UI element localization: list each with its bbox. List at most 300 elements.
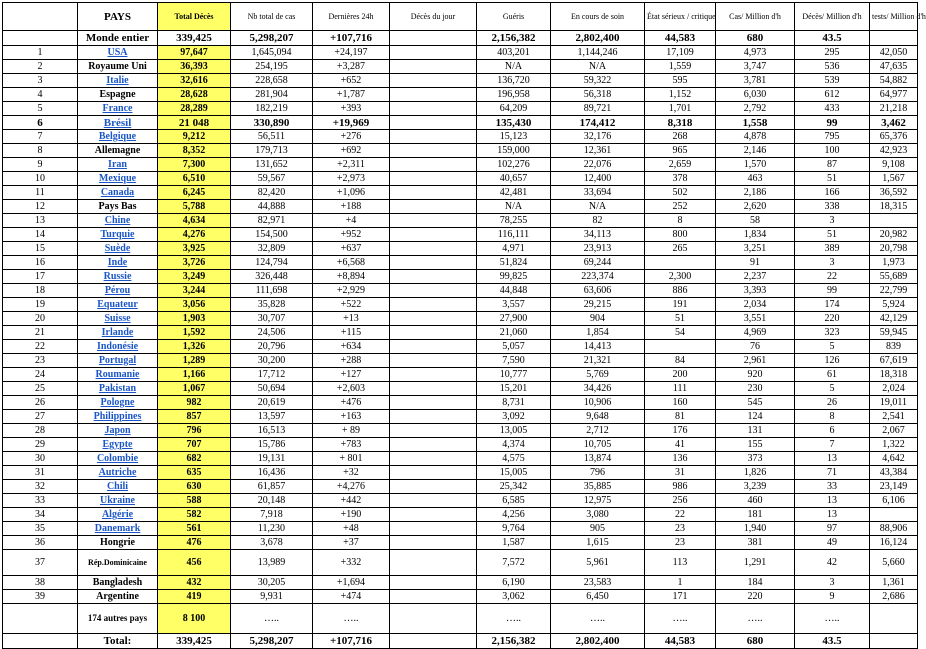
- cell-deaths-today: [390, 242, 477, 256]
- country-link[interactable]: Suisse: [104, 313, 131, 324]
- table-row: [3, 576, 918, 590]
- country-link[interactable]: Algérie: [101, 509, 134, 520]
- cell-deaths-per-m: 99: [795, 284, 870, 298]
- cell-deaths-today: [390, 522, 477, 536]
- others-cases: …..: [231, 604, 313, 634]
- cell-cases: 11,230: [231, 522, 313, 536]
- country-link[interactable]: Turquie: [100, 229, 135, 240]
- cell-deaths-per-m: 3: [795, 256, 870, 270]
- cell-active: 21,321: [551, 354, 645, 368]
- country-link[interactable]: Equateur: [97, 299, 138, 310]
- cell-deaths: 1,166: [158, 368, 231, 382]
- country-link[interactable]: France: [102, 103, 133, 114]
- cell-recovered: 40,657: [477, 172, 551, 186]
- cell-name: Espagne: [78, 88, 158, 102]
- cell-recovered: 21,060: [477, 326, 551, 340]
- cell-deaths-per-m: 126: [795, 354, 870, 368]
- cell-cases-per-m: 3,239: [716, 480, 795, 494]
- cell-last24: +476: [313, 396, 390, 410]
- cell-tests-per-m: 21,218: [870, 102, 918, 116]
- cell-recovered: 99,825: [477, 270, 551, 284]
- cell-deaths-today: [390, 466, 477, 480]
- table-row: [3, 466, 918, 480]
- cell-name: [78, 466, 158, 480]
- cell-last24: +474: [313, 590, 390, 604]
- cell-cases: 17,712: [231, 368, 313, 382]
- cell-cases: 20,148: [231, 494, 313, 508]
- cell-cases: 281,904: [231, 88, 313, 102]
- country-link[interactable]: Brésil: [103, 116, 132, 129]
- country-link[interactable]: Philippines: [93, 411, 142, 422]
- world-rank: [3, 31, 78, 46]
- country-link[interactable]: Danemark: [94, 523, 141, 534]
- cell-deaths-today: [390, 424, 477, 438]
- cell-rank: 22: [3, 340, 78, 354]
- country-link[interactable]: Pologne: [100, 397, 135, 408]
- country-link[interactable]: Iran: [108, 159, 127, 170]
- cell-rank: 31: [3, 466, 78, 480]
- cell-tests-per-m: 839: [870, 340, 918, 354]
- cell-tests-per-m: 88,906: [870, 522, 918, 536]
- country-link[interactable]: Mexique: [98, 173, 137, 184]
- total-tests-per-m: [870, 634, 918, 649]
- cell-deaths-per-m: 26: [795, 396, 870, 410]
- country-link[interactable]: Ukraine: [100, 495, 135, 506]
- country-link[interactable]: Roumanie: [95, 369, 140, 380]
- cell-deaths-today: [390, 60, 477, 74]
- cell-cases-per-m: 76: [716, 340, 795, 354]
- cell-name: [78, 452, 158, 466]
- cell-cases: 82,420: [231, 186, 313, 200]
- world-deaths-today: [390, 31, 477, 46]
- cell-deaths: 6,510: [158, 172, 231, 186]
- cell-deaths: 28,289: [158, 102, 231, 116]
- cell-deaths-per-m: 33: [795, 480, 870, 494]
- cell-recovered: 25,342: [477, 480, 551, 494]
- cell-active: 904: [551, 312, 645, 326]
- cell-deaths-today: [390, 186, 477, 200]
- table-row: [3, 340, 918, 354]
- table-row: [3, 508, 918, 522]
- cell-active: 12,361: [551, 144, 645, 158]
- cell-recovered: 4,971: [477, 242, 551, 256]
- country-link[interactable]: Autriche: [98, 467, 137, 478]
- cell-recovered: 15,201: [477, 382, 551, 396]
- cell-rank: 13: [3, 214, 78, 228]
- table-row: [3, 228, 918, 242]
- cell-deaths: 432: [158, 576, 231, 590]
- cell-cases: 111,698: [231, 284, 313, 298]
- cell-cases: 124,794: [231, 256, 313, 270]
- cell-cases: 20,796: [231, 340, 313, 354]
- cell-cases-per-m: 230: [716, 382, 795, 396]
- cell-rank: 3: [3, 74, 78, 88]
- cell-rank: 2: [3, 60, 78, 74]
- cell-cases: 35,828: [231, 298, 313, 312]
- cell-deaths: 456: [158, 550, 231, 576]
- header-etat-critique: État sérieux / critique: [645, 3, 716, 31]
- table-row: [3, 382, 918, 396]
- cell-critical: 171: [645, 590, 716, 604]
- cell-rank: 16: [3, 256, 78, 270]
- cell-deaths-per-m: 536: [795, 60, 870, 74]
- cell-cases-per-m: 1,558: [716, 116, 795, 130]
- cell-critical: 113: [645, 550, 716, 576]
- cell-deaths-per-m: 51: [795, 228, 870, 242]
- cell-deaths-per-m: 6: [795, 424, 870, 438]
- cell-critical: 51: [645, 312, 716, 326]
- cell-deaths-today: [390, 284, 477, 298]
- cell-deaths-today: [390, 354, 477, 368]
- cell-cases-per-m: 184: [716, 576, 795, 590]
- cell-tests-per-m: 55,689: [870, 270, 918, 284]
- cell-deaths: 7,300: [158, 158, 231, 172]
- cell-name: [78, 480, 158, 494]
- cell-critical: 595: [645, 74, 716, 88]
- cell-deaths-per-m: 795: [795, 130, 870, 144]
- cell-deaths-today: [390, 144, 477, 158]
- cell-last24: + 89: [313, 424, 390, 438]
- cell-rank: 36: [3, 536, 78, 550]
- cell-recovered: 4,374: [477, 438, 551, 452]
- cell-recovered: N/A: [477, 60, 551, 74]
- table-row: [3, 494, 918, 508]
- country-link[interactable]: Pakistan: [98, 383, 137, 394]
- country-link[interactable]: Colombie: [96, 453, 139, 464]
- others-deaths: 8 100: [158, 604, 231, 634]
- cell-last24: +393: [313, 102, 390, 116]
- country-link[interactable]: Egypte: [102, 439, 133, 450]
- cell-name: Bangladesh: [78, 576, 158, 590]
- cell-tests-per-m: 1,973: [870, 256, 918, 270]
- cell-tests-per-m: 43,384: [870, 466, 918, 480]
- cell-deaths: 3,249: [158, 270, 231, 284]
- cell-last24: +2,973: [313, 172, 390, 186]
- cell-cases-per-m: 181: [716, 508, 795, 522]
- cell-active: 174,412: [551, 116, 645, 130]
- cell-rank: 8: [3, 144, 78, 158]
- cell-rank: 38: [3, 576, 78, 590]
- cell-deaths-per-m: 8: [795, 410, 870, 424]
- cell-last24: +8,894: [313, 270, 390, 284]
- cell-last24: +637: [313, 242, 390, 256]
- country-link[interactable]: Japon: [104, 425, 131, 436]
- cell-critical: 8: [645, 214, 716, 228]
- header-total-deces: Total Décès: [158, 3, 231, 31]
- cell-cases-per-m: 2,961: [716, 354, 795, 368]
- cell-deaths-today: [390, 228, 477, 242]
- table-row: [3, 326, 918, 340]
- country-link[interactable]: Irlande: [101, 327, 134, 338]
- cell-deaths: 3,244: [158, 284, 231, 298]
- cell-critical: 176: [645, 424, 716, 438]
- cell-deaths: 630: [158, 480, 231, 494]
- cell-tests-per-m: 5,924: [870, 298, 918, 312]
- cell-active: 29,215: [551, 298, 645, 312]
- world-tests-per-m: [870, 31, 918, 46]
- cell-cases: 16,513: [231, 424, 313, 438]
- cell-critical: 965: [645, 144, 716, 158]
- cell-deaths-per-m: 433: [795, 102, 870, 116]
- cell-name: [78, 172, 158, 186]
- cell-active: 63,606: [551, 284, 645, 298]
- cell-recovered: 116,111: [477, 228, 551, 242]
- table-row: [3, 74, 918, 88]
- cell-cases: 9,931: [231, 590, 313, 604]
- cell-deaths-today: [390, 270, 477, 284]
- others-name: 174 autres pays: [78, 604, 158, 634]
- cell-rank: 19: [3, 298, 78, 312]
- cell-cases-per-m: 4,969: [716, 326, 795, 340]
- cell-active: 2,712: [551, 424, 645, 438]
- cell-tests-per-m: 4,642: [870, 452, 918, 466]
- cell-tests-per-m: 1,322: [870, 438, 918, 452]
- table-row: [3, 242, 918, 256]
- cell-recovered: 1,587: [477, 536, 551, 550]
- cell-cases: 254,195: [231, 60, 313, 74]
- cell-deaths-per-m: 97: [795, 522, 870, 536]
- cell-critical: 1,559: [645, 60, 716, 74]
- cell-cases: 182,219: [231, 102, 313, 116]
- country-link[interactable]: Suède: [104, 243, 131, 254]
- table-row: [3, 424, 918, 438]
- country-link[interactable]: USA: [107, 47, 128, 58]
- others-cases-per-m: …..: [716, 604, 795, 634]
- cell-name: [78, 438, 158, 452]
- cell-cases-per-m: 2,186: [716, 186, 795, 200]
- country-link[interactable]: Indonésie: [96, 341, 139, 352]
- cell-deaths-today: [390, 88, 477, 102]
- cell-critical: 111: [645, 382, 716, 396]
- cell-critical: 986: [645, 480, 716, 494]
- cell-cases: 24,506: [231, 326, 313, 340]
- cell-tests-per-m: 9,108: [870, 158, 918, 172]
- cell-deaths: 476: [158, 536, 231, 550]
- cell-tests-per-m: 18,318: [870, 368, 918, 382]
- cell-deaths: 682: [158, 452, 231, 466]
- cell-name: [78, 396, 158, 410]
- table-row: [3, 480, 918, 494]
- cell-rank: 20: [3, 312, 78, 326]
- cell-cases-per-m: 91: [716, 256, 795, 270]
- country-link[interactable]: Belgique: [98, 131, 137, 142]
- cell-cases-per-m: 1,826: [716, 466, 795, 480]
- cell-cases-per-m: 3,251: [716, 242, 795, 256]
- cell-active: 796: [551, 466, 645, 480]
- cell-cases: 7,918: [231, 508, 313, 522]
- cell-cases-per-m: 2,620: [716, 200, 795, 214]
- cell-tests-per-m: 42,923: [870, 144, 918, 158]
- cell-deaths-per-m: 22: [795, 270, 870, 284]
- cell-deaths-per-m: 3: [795, 576, 870, 590]
- cell-deaths-today: [390, 494, 477, 508]
- country-link[interactable]: Portugal: [98, 355, 137, 366]
- world-recovered: 2,156,382: [477, 31, 551, 46]
- cell-active: 1,615: [551, 536, 645, 550]
- cell-rank: 23: [3, 354, 78, 368]
- cell-cases-per-m: 1,834: [716, 228, 795, 242]
- cell-recovered: 27,900: [477, 312, 551, 326]
- cell-name: [78, 340, 158, 354]
- cell-tests-per-m: 3,462: [870, 116, 918, 130]
- cell-active: 5,769: [551, 368, 645, 382]
- cell-cases-per-m: 220: [716, 590, 795, 604]
- country-link[interactable]: Chili: [106, 481, 129, 492]
- header-nb-cas: Nb total de cas: [231, 3, 313, 31]
- cell-cases: 32,809: [231, 242, 313, 256]
- others-tests-per-m: [870, 604, 918, 634]
- cell-recovered: 3,557: [477, 298, 551, 312]
- cell-deaths: 707: [158, 438, 231, 452]
- cell-cases-per-m: 1,570: [716, 158, 795, 172]
- cell-cases: 61,857: [231, 480, 313, 494]
- table-row: [3, 200, 918, 214]
- others-rank: [3, 604, 78, 634]
- cell-tests-per-m: 42,129: [870, 312, 918, 326]
- cell-name: Argentine: [78, 590, 158, 604]
- cell-deaths: 4,276: [158, 228, 231, 242]
- table-row: [3, 368, 918, 382]
- cell-critical: 1,701: [645, 102, 716, 116]
- cell-rank: 14: [3, 228, 78, 242]
- cell-critical: 256: [645, 494, 716, 508]
- cell-recovered: 7,590: [477, 354, 551, 368]
- cell-critical: 378: [645, 172, 716, 186]
- cell-deaths: 97,647: [158, 46, 231, 60]
- world-name: Monde entier: [78, 31, 158, 46]
- cell-cases-per-m: 58: [716, 214, 795, 228]
- cell-active: 59,322: [551, 74, 645, 88]
- cell-name: [78, 424, 158, 438]
- cell-rank: 5: [3, 102, 78, 116]
- cell-cases: 30,200: [231, 354, 313, 368]
- cell-last24: +1,694: [313, 576, 390, 590]
- cell-rank: 4: [3, 88, 78, 102]
- total-cases-per-m: 680: [716, 634, 795, 649]
- cell-recovered: 78,255: [477, 214, 551, 228]
- cell-cases-per-m: 3,747: [716, 60, 795, 74]
- cell-name: [78, 256, 158, 270]
- total-deaths: 339,425: [158, 634, 231, 649]
- others-row: [3, 604, 918, 634]
- cell-deaths-per-m: 13: [795, 494, 870, 508]
- total-row: [3, 634, 918, 649]
- cell-deaths-today: [390, 438, 477, 452]
- cell-active: 14,413: [551, 340, 645, 354]
- cell-cases-per-m: 545: [716, 396, 795, 410]
- cell-cases: 20,619: [231, 396, 313, 410]
- cell-critical: 191: [645, 298, 716, 312]
- cell-name: Royaume Uni: [78, 60, 158, 74]
- cell-rank: 9: [3, 158, 78, 172]
- cell-last24: +2,929: [313, 284, 390, 298]
- country-link[interactable]: Canada: [100, 187, 135, 198]
- cell-deaths: 1,592: [158, 326, 231, 340]
- world-critical: 44,583: [645, 31, 716, 46]
- cell-deaths-per-m: 9: [795, 590, 870, 604]
- cell-cases-per-m: 2,792: [716, 102, 795, 116]
- cell-last24: +692: [313, 144, 390, 158]
- table-row: [3, 590, 918, 604]
- cell-last24: +48: [313, 522, 390, 536]
- total-rank: [3, 634, 78, 649]
- cell-rank: 21: [3, 326, 78, 340]
- cell-tests-per-m: 22,799: [870, 284, 918, 298]
- cell-active: 1,144,246: [551, 46, 645, 60]
- cell-name: [78, 312, 158, 326]
- cell-cases: 30,205: [231, 576, 313, 590]
- cell-deaths: 588: [158, 494, 231, 508]
- cell-last24: +37: [313, 536, 390, 550]
- cell-active: 13,874: [551, 452, 645, 466]
- cell-deaths-per-m: 42: [795, 550, 870, 576]
- cell-recovered: 15,123: [477, 130, 551, 144]
- country-link[interactable]: Italie: [106, 75, 129, 86]
- cell-cases-per-m: 920: [716, 368, 795, 382]
- cell-tests-per-m: [870, 508, 918, 522]
- cell-recovered: 6,190: [477, 576, 551, 590]
- table-row: [3, 214, 918, 228]
- cell-name: [78, 410, 158, 424]
- country-link[interactable]: Inde: [107, 257, 128, 268]
- table-row: [3, 354, 918, 368]
- cell-active: 9,648: [551, 410, 645, 424]
- total-cases: 5,298,207: [231, 634, 313, 649]
- cell-name: [78, 186, 158, 200]
- cell-deaths-per-m: 5: [795, 382, 870, 396]
- cell-rank: 28: [3, 424, 78, 438]
- cell-recovered: 135,430: [477, 116, 551, 130]
- country-link[interactable]: Pérou: [104, 285, 131, 296]
- cell-last24: +652: [313, 74, 390, 88]
- cell-tests-per-m: 5,660: [870, 550, 918, 576]
- country-link[interactable]: Russie: [103, 271, 132, 282]
- world-active: 2,802,400: [551, 31, 645, 46]
- cell-cases-per-m: 124: [716, 410, 795, 424]
- cell-last24: +127: [313, 368, 390, 382]
- header-en-cours: En cours de soin: [551, 3, 645, 31]
- cell-name: [78, 522, 158, 536]
- cell-name: [78, 242, 158, 256]
- country-link[interactable]: Chine: [104, 215, 131, 226]
- cell-deaths-per-m: 323: [795, 326, 870, 340]
- table-row: [3, 270, 918, 284]
- cell-deaths-today: [390, 130, 477, 144]
- cell-name: [78, 298, 158, 312]
- cell-name: [78, 368, 158, 382]
- table-row: [3, 88, 918, 102]
- cell-deaths-per-m: 389: [795, 242, 870, 256]
- cell-deaths-today: [390, 116, 477, 130]
- cell-critical: 160: [645, 396, 716, 410]
- cell-deaths-today: [390, 508, 477, 522]
- cell-tests-per-m: 19,011: [870, 396, 918, 410]
- cell-last24: +3,287: [313, 60, 390, 74]
- cell-active: 34,426: [551, 382, 645, 396]
- cell-last24: +13: [313, 312, 390, 326]
- others-recovered: …..: [477, 604, 551, 634]
- cell-deaths-today: [390, 410, 477, 424]
- cell-last24: +163: [313, 410, 390, 424]
- cell-cases: 56,511: [231, 130, 313, 144]
- cell-rank: 26: [3, 396, 78, 410]
- cell-recovered: 196,958: [477, 88, 551, 102]
- others-critical: …..: [645, 604, 716, 634]
- cell-deaths-per-m: 5: [795, 340, 870, 354]
- cell-tests-per-m: 2,024: [870, 382, 918, 396]
- cell-critical: 265: [645, 242, 716, 256]
- table-row: [3, 130, 918, 144]
